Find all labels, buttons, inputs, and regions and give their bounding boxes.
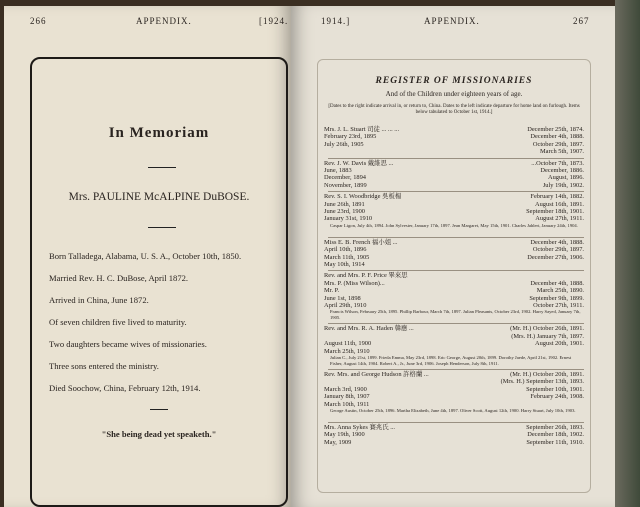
register-departure: Miss E. B. French 福小姐 ...	[324, 238, 398, 246]
memoriam-line: Two daughters became wives of missionaries.	[49, 339, 207, 349]
register-row	[324, 325, 584, 332]
register-arrival: August 27th, 1911.	[535, 215, 584, 223]
register-departure: May 10th, 1914	[324, 260, 365, 268]
register-row	[324, 393, 584, 400]
memoriam-title: In Memoriam	[108, 125, 210, 141]
right-header-title: APPENDIX.	[424, 16, 480, 26]
left-page-number: 266	[30, 16, 47, 26]
right-header-year: 1914.]	[321, 16, 351, 26]
register-departure: February 23rd, 1895	[324, 133, 377, 141]
divider	[150, 409, 168, 410]
memoriam-line: Died Soochow, China, February 12th, 1914.	[49, 383, 201, 393]
register-arrival: September 11th, 1910.	[526, 438, 584, 446]
register-children-note: Julian C., July 21st, 1899. Frieda Emma, May 23rd, 1898. Eric George, August 20th, 1899. Dorothy Jaede, April 21st, 1902. Ernest Fisher, August 14th, 1904. Robert A., Jr., June 3rd, 1906. Joseph Henderson, July 8th, 1911.	[330, 354, 572, 366]
register-departure: Rev. and Mrs. R. A. Haden 韓應 ...	[324, 325, 414, 333]
register-entry	[324, 160, 584, 190]
register-row	[324, 302, 584, 309]
register-departure: May, 1909	[324, 438, 352, 446]
register-separator	[328, 237, 584, 238]
register-row	[324, 201, 584, 208]
register-arrival: March 5th, 1907.	[539, 148, 584, 156]
register-departure: March 3rd, 1900	[324, 385, 367, 393]
register-arrival: March 25th, 1890.	[536, 287, 584, 295]
register-entry	[324, 193, 584, 228]
register-departure: December, 1894	[324, 174, 366, 182]
register-separator	[328, 422, 584, 423]
register-row	[324, 287, 584, 294]
register-children-note: George Austin, October 25th, 1896. Martha Elizabeth, June 4th, 1897. Oliver Scott, August 12th, 1900. Harry Stuart, July 10th, 1903.	[330, 407, 576, 413]
register-arrival: February 14th, 1882.	[530, 193, 584, 201]
register-row	[324, 295, 584, 302]
register-row	[324, 261, 584, 268]
register-departure: June 1st, 1898	[324, 294, 361, 302]
register-row	[324, 239, 584, 246]
register-arrival: August, 1896.	[547, 174, 584, 182]
register-departure: August 11th, 1900	[324, 340, 372, 348]
register-row	[324, 182, 584, 189]
register-row	[324, 280, 584, 287]
register-arrival: (Mrs. H.) January 7th, 1897.	[511, 332, 584, 340]
register-departure: November, 1899	[324, 181, 367, 189]
register-row	[324, 340, 584, 347]
register-row	[324, 439, 584, 446]
register-arrival: October 29th, 1897.	[532, 140, 584, 148]
register-departure: Rev. Mrs. and George Hudson 許格蘭 ...	[324, 371, 429, 378]
register-departure: March 11th, 1905	[324, 253, 370, 261]
register-row	[324, 378, 584, 385]
register-departure: June 26th, 1891	[324, 200, 365, 208]
register-arrival: (Mrs. H.) September 13th, 1893.	[500, 378, 584, 386]
register-arrival: (Mr. H.) October 20th, 1891.	[510, 371, 584, 378]
register-row	[324, 348, 584, 355]
register-entry	[324, 424, 584, 446]
register-row	[324, 133, 584, 140]
register-arrival: December 18th, 1902.	[527, 431, 584, 439]
register-arrival: ...October 7th, 1873.	[531, 159, 584, 167]
register-departure: Mrs. J. L. Stuart 司徒 ... ... ...	[324, 126, 400, 133]
register-arrival: February 24th, 1908.	[530, 393, 584, 401]
left-header-year: [1924.	[259, 16, 289, 26]
memoriam-line: Married Rev. H. C. DuBose, April 1872.	[49, 273, 189, 283]
register-arrival: (Mr. H.) October 26th, 1891.	[510, 325, 584, 333]
divider	[148, 167, 176, 168]
register-row	[324, 272, 584, 279]
register-row	[324, 141, 584, 148]
register-separator	[328, 158, 584, 159]
register-row	[324, 254, 584, 261]
register-row	[324, 431, 584, 438]
memoriam-line: Three sons entered the ministry.	[49, 361, 159, 371]
register-subtitle: And of the Children under eighteen years of age.	[385, 90, 523, 98]
register-departure: June 23rd, 1900	[324, 207, 366, 215]
register-entry	[324, 272, 584, 320]
register-row	[324, 424, 584, 431]
register-departure: Rev. S. I. Woodbridge 吳板楊	[324, 193, 402, 201]
memoriam-line: Of seven children five lived to maturity.	[49, 317, 187, 327]
register-departure: Mrs. Anna Sykes 賽兆氏 ...	[324, 424, 396, 431]
register-entry	[324, 126, 584, 156]
register-arrival: December 27th, 1906.	[527, 253, 584, 261]
register-arrival: September 26th, 1893.	[526, 424, 584, 431]
register-departure: January 31st, 1910	[324, 215, 373, 223]
register-row	[324, 386, 584, 393]
register-row	[324, 126, 584, 133]
register-row	[324, 174, 584, 181]
register-arrival: September 10th, 1901.	[526, 385, 584, 393]
memoriam-line: Born Talladega, Alabama, U. S. A., October 10th, 1850.	[49, 251, 242, 261]
register-departure: June, 1883	[324, 166, 352, 174]
register-departure: March 25th, 1910	[324, 347, 370, 355]
register-departure: April 10th, 1896	[324, 246, 367, 254]
register-arrival: December, 1886.	[540, 166, 584, 174]
memoriam-name: Mrs. PAULINE McALPINE DuBOSE.	[68, 191, 250, 203]
register-arrival: September 9th, 1899.	[529, 294, 584, 302]
register-arrival: December 4th, 1888.	[530, 279, 584, 287]
register-departure: Mrs. P. (Miss Wilson)...	[324, 279, 385, 287]
register-departure: Rev. J. W. Davis 戴維思 ...	[324, 159, 394, 167]
memoriam-frame	[30, 57, 288, 507]
register-arrival: July 19th, 1902.	[542, 181, 584, 189]
register-row	[324, 208, 584, 215]
register-entry	[324, 239, 584, 269]
book-page-edges	[615, 0, 640, 507]
right-page	[291, 6, 615, 507]
register-children-note: Francis Wilson, February 25th, 1895. Phillip Barbour, March 7th, 1897. Julian Pleasants, October 23rd, 1902. Harry Sayed, January 7th, 1905.	[330, 309, 581, 320]
register-departure: Rev. and Mrs. P. F. Price 畢來思	[324, 272, 408, 280]
register-separator	[328, 369, 584, 370]
register-row	[324, 246, 584, 253]
register-row	[324, 160, 584, 167]
register-arrival: August 20th, 1901.	[535, 340, 584, 348]
register-row	[324, 371, 584, 378]
register-row	[324, 148, 584, 155]
register-row	[324, 333, 584, 340]
register-arrival: December 25th, 1874.	[527, 126, 584, 133]
memoriam-quote: "She being dead yet speaketh."	[101, 429, 217, 439]
memoriam-line: Arrived in China, June 1872.	[49, 295, 149, 305]
register-note: [Dates to the right indicate arrival in, or return to, China. Dates to the left indicate departure for home land on furlough. Items below tabulated to October 1st, 1914.]	[328, 104, 580, 115]
left-header-title: APPENDIX.	[136, 16, 192, 26]
register-row	[324, 215, 584, 222]
register-departure: July 26th, 1905	[324, 140, 364, 148]
register-entry	[324, 325, 584, 366]
register-children-note: Caspar Ligon, July 4th, 1894. John Sylvester, January 17th, 1897. Jean Margaret, May 15th, 1901. Charles Jahlert, January 24th, 1904.	[330, 222, 578, 228]
register-departure: April 29th, 1910	[324, 301, 367, 309]
register-departure: January 8th, 1907	[324, 393, 370, 401]
register-arrival: December 4th, 1888.	[530, 238, 584, 246]
register-row	[324, 167, 584, 174]
register-row	[324, 193, 584, 200]
register-entry	[324, 371, 584, 414]
right-page-number: 267	[573, 16, 590, 26]
register-departure: March 10th, 1911	[324, 400, 370, 408]
left-page	[4, 6, 291, 507]
register-row	[324, 401, 584, 408]
register-arrival: December 4th, 1888.	[530, 133, 584, 141]
register-departure: May 19th, 1900	[324, 431, 365, 439]
register-arrival: October 29th, 1897.	[532, 246, 584, 254]
register-arrival: October 27th, 1911.	[533, 301, 584, 309]
register-departure: Mr. P.	[324, 287, 340, 295]
register-arrival: August 16th, 1891.	[535, 200, 584, 208]
divider	[148, 227, 176, 228]
register-title: REGISTER OF MISSIONARIES	[375, 76, 533, 86]
register-arrival: September 18th, 1901.	[526, 207, 584, 215]
register-frame	[317, 59, 591, 493]
